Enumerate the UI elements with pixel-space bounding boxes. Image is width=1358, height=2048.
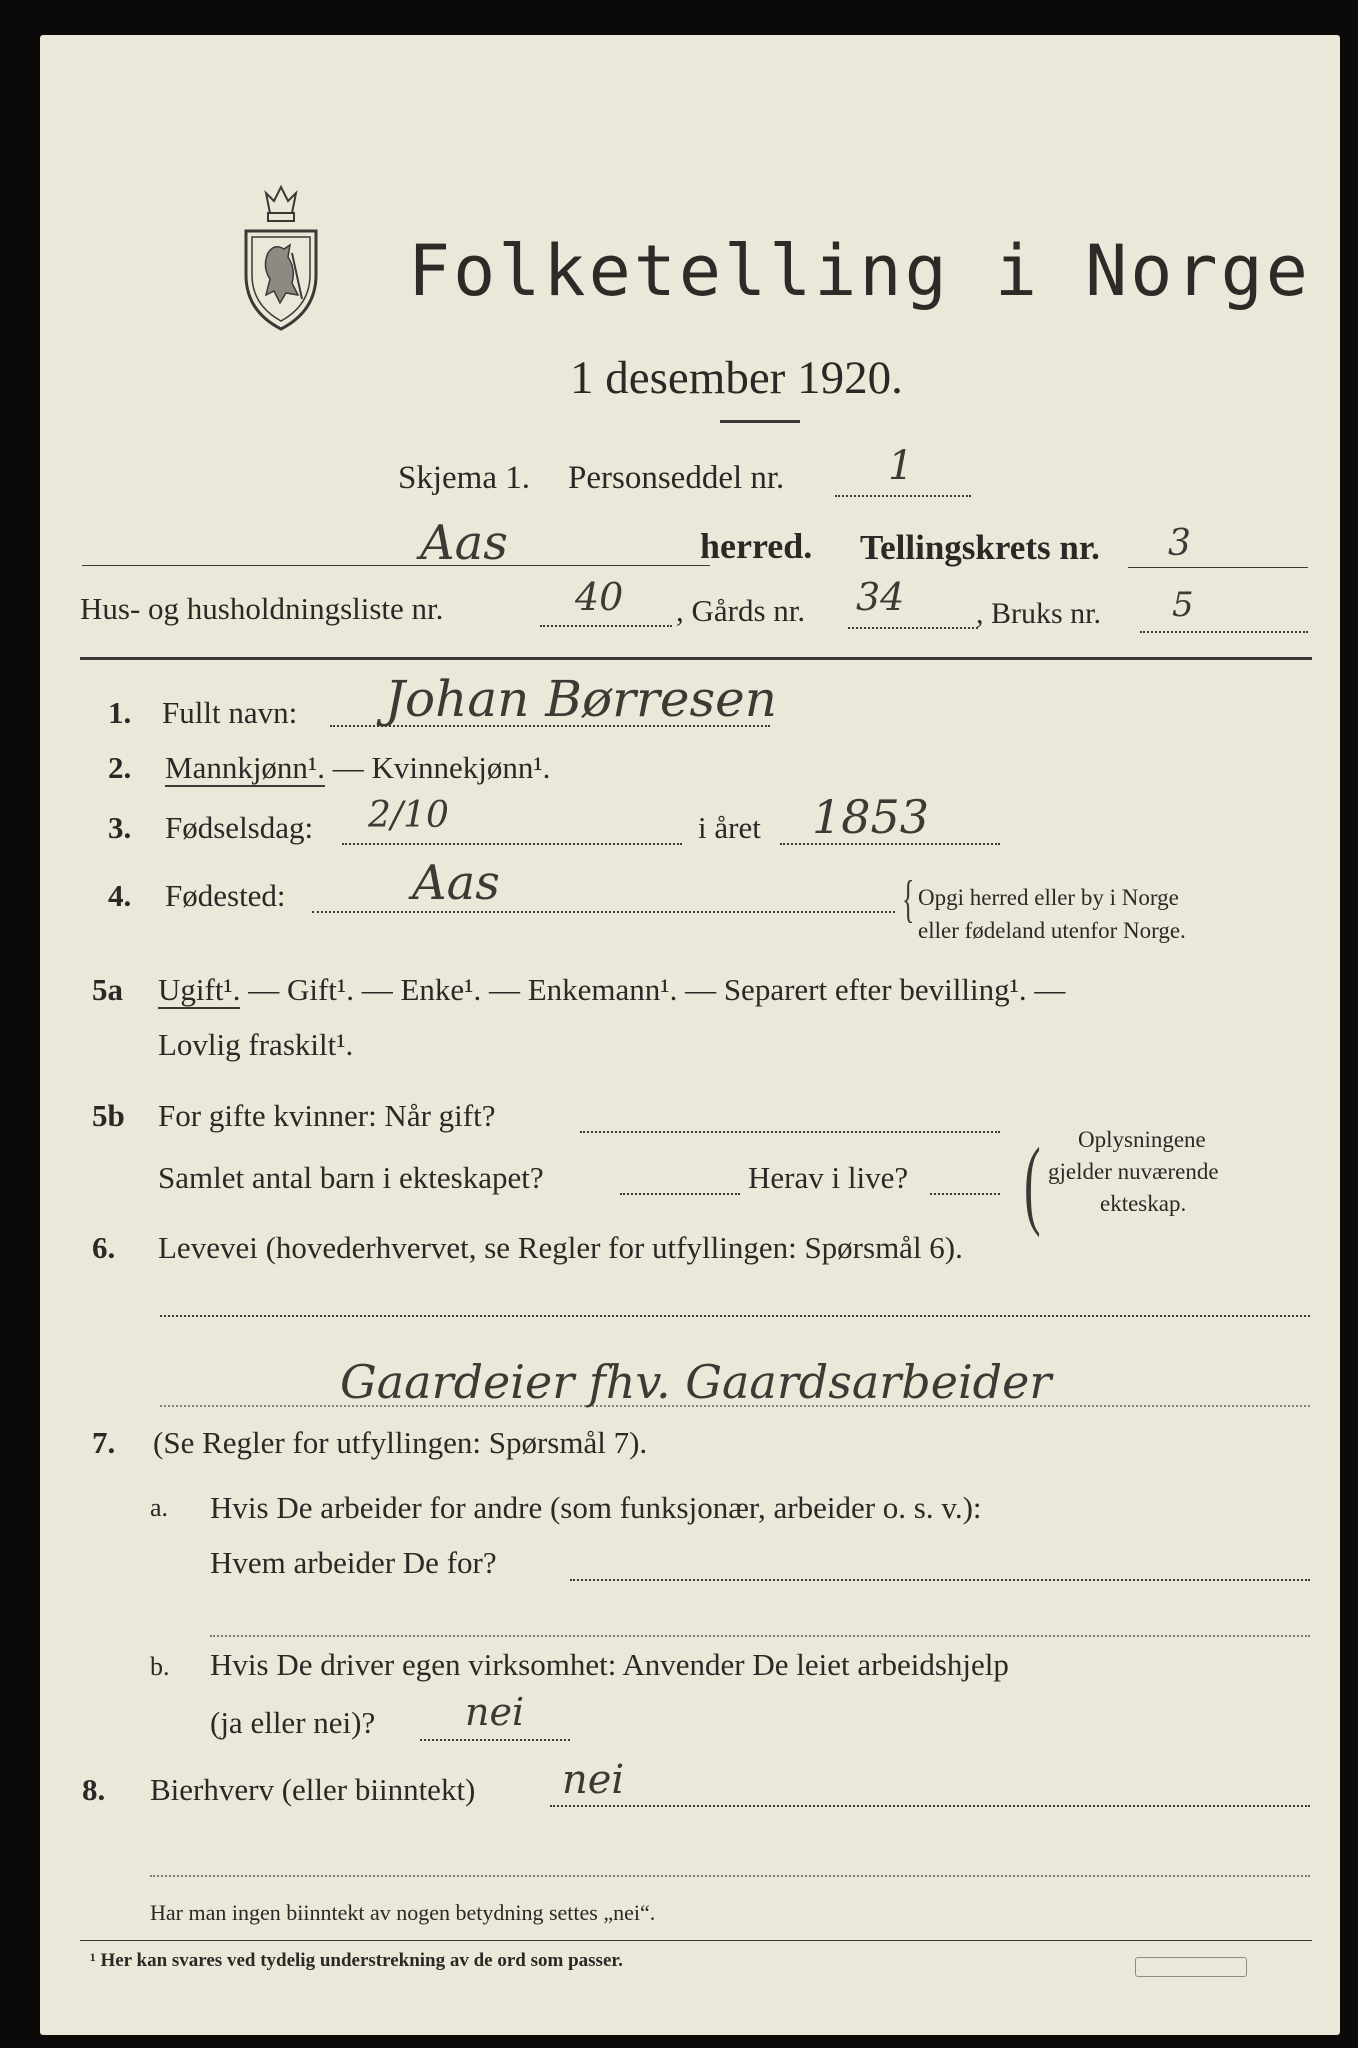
census-form-page (40, 35, 1340, 2035)
q6-line-2 (160, 1405, 1310, 1407)
footnote: ¹ Her kan svares ved tydelig understrekning av de ord som passer. (90, 1950, 623, 1971)
q8-label: Bierhverv (eller biinntekt) (150, 1772, 476, 1807)
herred-label: herred. (700, 526, 813, 566)
personseddel-label: Personseddel nr. (568, 460, 785, 496)
q2-number: 2. (108, 750, 132, 785)
q8-number: 8. (82, 1772, 106, 1807)
hus-line (540, 625, 672, 627)
birthday-value: 2/10 (368, 795, 449, 836)
q5a-number: 5a (92, 972, 123, 1007)
q7b-letter: b. (150, 1652, 170, 1681)
q8-line-2 (150, 1875, 1310, 1877)
q3-day-line (342, 843, 682, 845)
herred-value: Aas (420, 515, 508, 571)
q3-number: 3. (108, 810, 132, 845)
q6-line-1 (160, 1315, 1310, 1317)
footer-divider (80, 1940, 1312, 1941)
q7a-line-1 (570, 1579, 1310, 1581)
birth-year-value: 1853 (812, 790, 930, 844)
q5b-note-2: gjelder nuværende (1048, 1159, 1219, 1184)
q5b-note-1: Oplysningene (1078, 1127, 1206, 1152)
no-income-note: Har man ingen biinntekt av nogen betydning settes „nei“. (150, 1900, 656, 1925)
q6-label: Levevei (hovederhvervet, se Regler for utfyllingen: Spørsmål 6). (158, 1230, 963, 1265)
q5b-married-label: For gifte kvinner: Når gift? (158, 1098, 496, 1133)
schema-label: Skjema 1. (398, 460, 530, 496)
q7-number: 7. (92, 1425, 116, 1460)
q1-label: Fullt navn: (162, 695, 298, 730)
norway-coat-of-arms-icon (240, 183, 322, 333)
female-option: Kvinnekjønn¹. (371, 750, 551, 785)
q7b-question: Hvis De driver egen virksomhet: Anvender De leiet arbeidshjelp (210, 1647, 1009, 1682)
tellingskrets-value: 3 (1168, 523, 1191, 564)
male-option: Mannkjønn¹. (165, 750, 325, 785)
q5b-alive-label: Herav i live? (748, 1160, 909, 1195)
tellingskrets-line (1128, 567, 1308, 568)
q5b-married-line (580, 1131, 1000, 1133)
q1-number: 1. (108, 695, 132, 730)
birthplace-value: Aas (412, 855, 500, 911)
occupation-value: Gaardeier fhv. Gaardsarbeider (340, 1355, 1052, 1409)
gards-label: , Gårds nr. (676, 593, 806, 628)
q3-label: Fødselsdag: (165, 810, 314, 845)
bruks-value: 5 (1172, 585, 1194, 625)
hus-value: 40 (575, 575, 624, 619)
side-income-value: nei (562, 1757, 625, 1803)
q5b-brace: ( (1024, 1127, 1041, 1238)
gards-value: 34 (856, 575, 905, 619)
bruks-label: , Bruks nr. (976, 597, 1102, 630)
q7a-line-2 (210, 1635, 1310, 1637)
q4-number: 4. (108, 878, 132, 913)
q4-note-2: eller fødeland utenfor Norge. (918, 918, 1186, 943)
form-title: Folketelling i Norge (408, 230, 1311, 312)
personseddel-value: 1 (888, 443, 914, 489)
q5a-options (158, 972, 1065, 1008)
q7a-letter: a. (150, 1493, 169, 1522)
q4-note-1: Opgi herred eller by i Norge (918, 885, 1179, 910)
tellingskrets-label: Tellingskrets nr. (860, 528, 1100, 567)
q7-label: (Se Regler for utfyllingen: Spørsmål 7). (153, 1425, 648, 1460)
q5b-note-3: ekteskap. (1100, 1191, 1187, 1216)
gards-line (848, 627, 978, 629)
q2-sex-options: Mannkjønn¹. — Kvinnekjønn¹. (165, 750, 551, 785)
other-marital-options: — Gift¹. — Enke¹. — Enkemann¹. — Separert efter bevilling¹. — (240, 972, 1066, 1007)
year-label: i året (698, 810, 761, 845)
full-name-value: Johan Børresen (385, 670, 777, 728)
title-divider (720, 420, 800, 423)
hired-help-value: nei (465, 1690, 525, 1734)
q5b-children-label: Samlet antal barn i ekteskapet? (158, 1160, 544, 1195)
printer-stamp (1135, 1957, 1247, 1977)
q5b-alive-line (930, 1193, 1000, 1195)
personseddel-line (835, 495, 971, 497)
unmarried-option: Ugift¹. (158, 972, 241, 1007)
q4-label: Fødested: (165, 878, 286, 913)
q7b-line (420, 1739, 570, 1741)
q6-number: 6. (92, 1230, 116, 1265)
q5b-number: 5b (92, 1098, 125, 1133)
q4-brace: { (902, 871, 915, 928)
q5a-divorced-option: Lovlig fraskilt¹. (158, 1027, 354, 1062)
q7a-question: Hvis De arbeider for andre (som funksjonær, arbeider o. s. v.): (210, 1490, 982, 1525)
census-date: 1 desember 1920. (570, 352, 903, 404)
q7a-employer-label: Hvem arbeider De for? (210, 1545, 497, 1580)
q8-line-1 (550, 1805, 1310, 1807)
q5b-children-line (620, 1193, 740, 1195)
bruks-line (1140, 631, 1308, 633)
header-divider (80, 657, 1312, 660)
hus-label: Hus- og husholdningsliste nr. (80, 591, 444, 626)
q4-line (312, 911, 895, 913)
herred-line (82, 565, 710, 566)
q7b-yes-no-label: (ja eller nei)? (210, 1705, 376, 1740)
